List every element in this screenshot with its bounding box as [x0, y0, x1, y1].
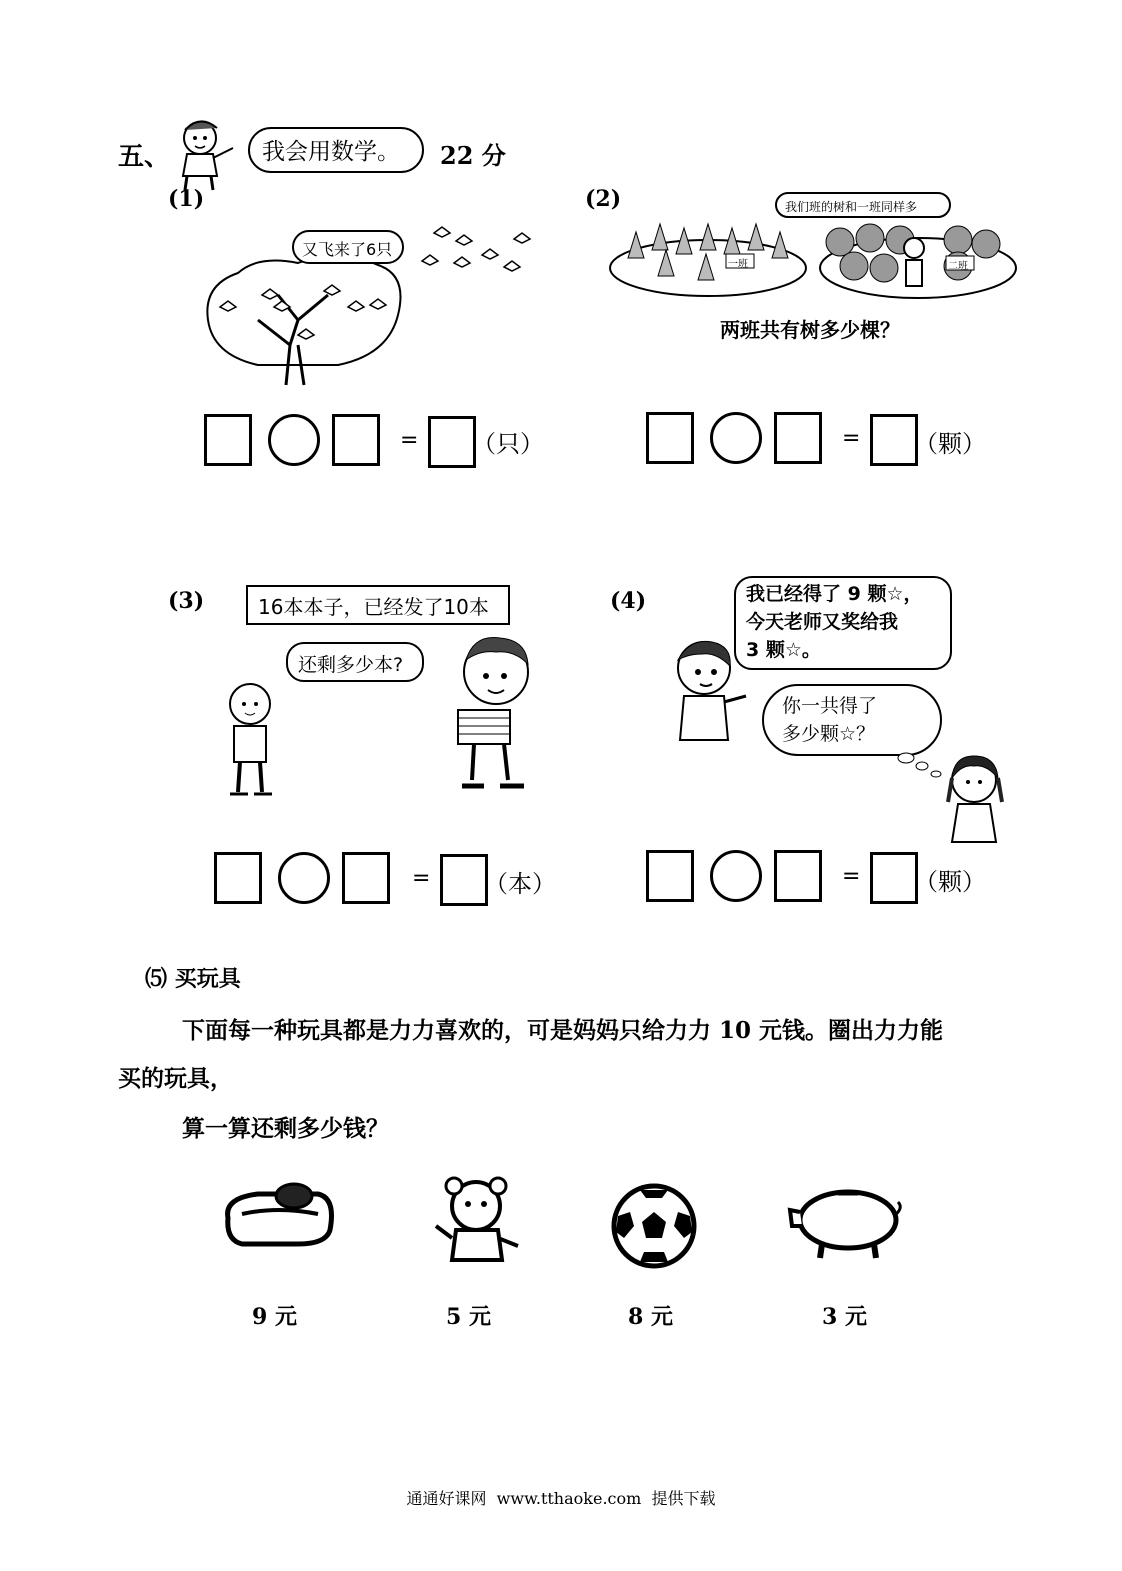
problem-2-question: 两班共有树多少棵？ [720, 318, 900, 342]
answer-box-3a[interactable] [214, 852, 262, 904]
toys-heading-text: 买玩具 [174, 967, 241, 992]
problem-4-bubble-1 [734, 576, 952, 670]
boy-with-books-illustration [444, 630, 540, 800]
operator-circle-3[interactable] [278, 852, 330, 904]
operator-circle-2[interactable] [710, 412, 762, 464]
boy-pointing-illustration [666, 636, 756, 756]
toys-heading-label: ⑸ [145, 967, 168, 992]
toy-4-price: 3 元 [822, 1304, 867, 1330]
equals-sign-4: = [842, 864, 861, 889]
answer-box-2a[interactable] [646, 412, 694, 464]
bubble-2-line-2: 多少颗☆？ [782, 723, 876, 745]
answer-box-1a[interactable] [204, 414, 252, 466]
title-bubble [248, 127, 424, 173]
equals-sign-1: = [400, 428, 419, 453]
unit-1: （只） [472, 430, 544, 458]
class-1-sign: 一班 [728, 259, 748, 270]
toys-paragraph-2: 算一算还剩多少钱？ [182, 1115, 389, 1142]
problem-1-label: (1) [168, 186, 205, 212]
thought-dots-icon [896, 752, 946, 782]
problem-2-label: (2) [585, 186, 622, 212]
class-2-sign: 二班 [948, 261, 968, 272]
problem-2-bubble: 我们班的树和一班同样多 [775, 192, 951, 218]
problem-1-bubble: 又飞来了6只 [292, 230, 404, 264]
unit-3: （本） [484, 870, 556, 898]
answer-box-3c[interactable] [440, 854, 488, 906]
page-footer: 通通好课网 www.tthaoke.com 提供下载 [406, 1489, 716, 1508]
section-score: 22 分 [440, 141, 506, 170]
answer-box-4a[interactable] [646, 850, 694, 902]
toys-paragraph-1: 下面每一种玩具都是力力喜欢的，可是妈妈只给力力 10 元钱。圈出力力能 [182, 1017, 944, 1044]
bubble-1-line-3: 3 颗☆。 [746, 639, 821, 661]
answer-box-1b[interactable] [332, 414, 380, 466]
toys-heading [145, 962, 241, 993]
operator-circle-4[interactable] [710, 850, 762, 902]
soccer-ball-icon[interactable] [610, 1182, 698, 1270]
toy-2-price: 5 元 [446, 1304, 491, 1330]
toy-1-price: 9 元 [252, 1304, 297, 1330]
girl-illustration [940, 752, 1010, 848]
unit-2: （颗） [914, 430, 986, 458]
answer-box-4c[interactable] [870, 852, 918, 904]
teddy-bear-icon[interactable] [432, 1176, 524, 1270]
answer-box-2b[interactable] [774, 412, 822, 464]
problem-4-label: (4) [610, 588, 647, 614]
problem-3-bubble-2: 还剩多少本? [286, 642, 424, 682]
problem-4-thought-bubble [762, 684, 942, 756]
bubble-2-line-1: 你一共得了 [782, 695, 878, 717]
problem-3-bubble-1: 16本本子，已经发了10本 [246, 585, 510, 625]
section-number: 五、 [118, 142, 171, 172]
unit-4: （颗） [914, 868, 986, 896]
section-title: 我会用数学。 [262, 139, 400, 165]
bubble-1-line-2: 今天老师又奖给我 [746, 611, 899, 633]
answer-box-4b[interactable] [774, 850, 822, 902]
problem-3-label: (3) [168, 588, 205, 614]
toy-3-price: 8 元 [628, 1304, 673, 1330]
boy-small-illustration [212, 680, 282, 800]
equals-sign-3: = [412, 866, 431, 891]
toy-telephone-icon[interactable] [218, 1178, 338, 1250]
bubble-1-line-1: 我已经得了 9 颗☆， [746, 583, 923, 605]
answer-box-2c[interactable] [870, 414, 918, 466]
cartoon-mascot-icon [165, 112, 240, 192]
piggy-bank-icon[interactable] [786, 1182, 906, 1262]
answer-box-1c[interactable] [428, 416, 476, 468]
answer-box-3b[interactable] [342, 852, 390, 904]
toys-paragraph-1-cont: 买的玩具， [118, 1065, 233, 1092]
equals-sign-2: = [842, 426, 861, 451]
operator-circle-1[interactable] [268, 414, 320, 466]
